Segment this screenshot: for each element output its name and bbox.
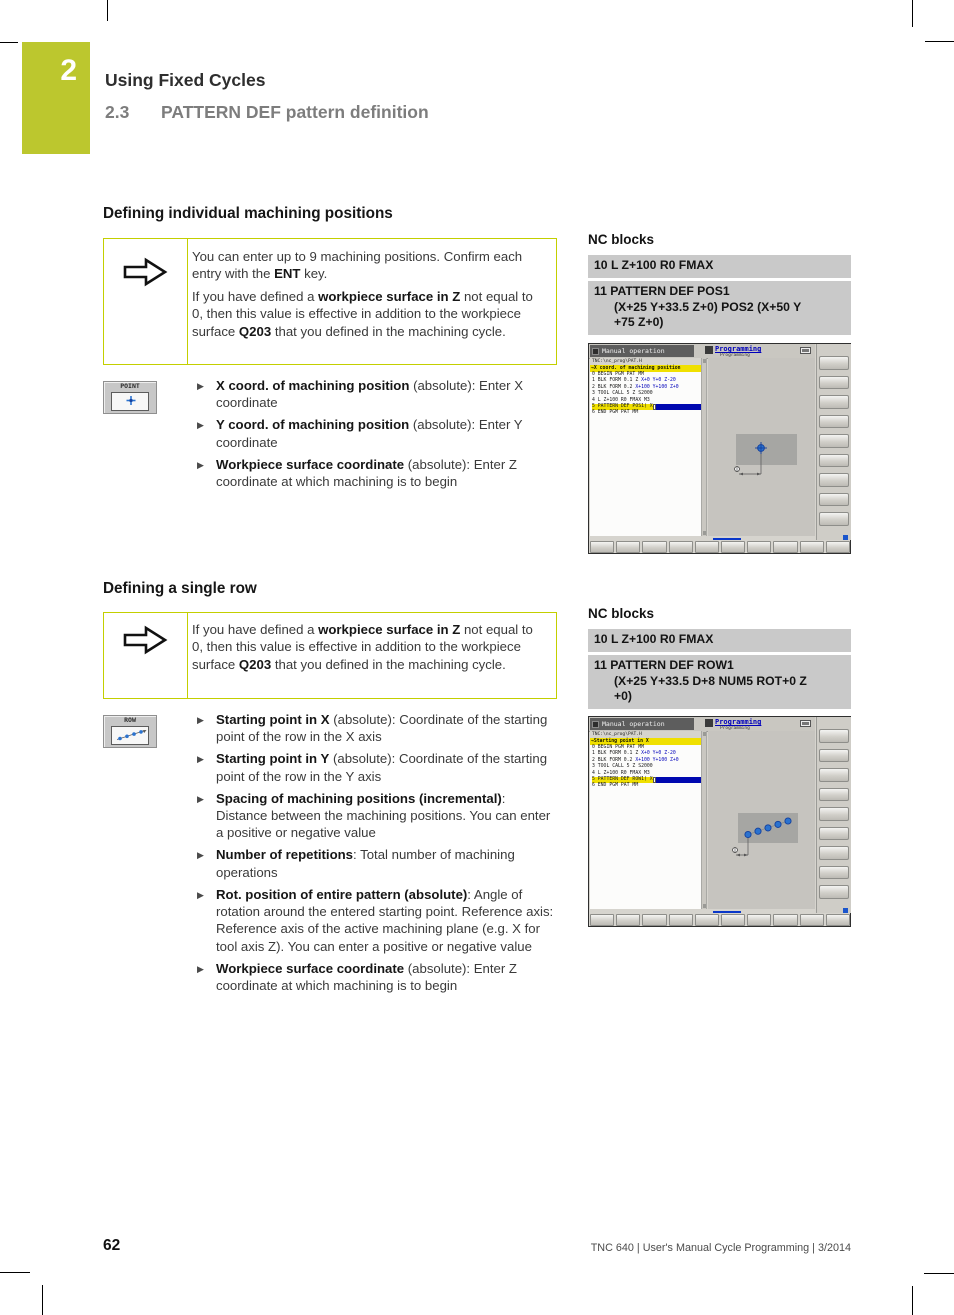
code-run: X+0 Y+0 Z-20 (641, 378, 676, 384)
heading-single-row: Defining a single row (103, 580, 257, 597)
tnc-header-bar (589, 717, 815, 732)
tnc-code-line: 4 L Z+100 R0 FMAX M3 (592, 397, 650, 403)
soft-key (773, 914, 797, 926)
soft-key (819, 356, 849, 370)
note-text (192, 248, 544, 345)
soft-key (826, 914, 850, 926)
tnc-programming-tab: Programming (715, 718, 762, 726)
programming-mode-icon (705, 719, 713, 727)
crop-mark (925, 41, 954, 42)
tnc-code-line: 0 BEGIN PGM PAT MM (592, 745, 644, 750)
soft-key (773, 541, 797, 553)
triangle-bullet-icon: ▶ (197, 889, 204, 900)
soft-key (819, 827, 849, 841)
soft-key (669, 541, 693, 553)
bullet-term: Spacing of machining positions (incremental) (216, 790, 502, 806)
tnc-code-line: 3 TOOL CALL 5 Z S2000 (592, 764, 653, 770)
text-run: If you have defined a (192, 288, 319, 304)
soft-key (819, 512, 849, 526)
machining-point (765, 825, 771, 831)
heading-individual-positions: Defining individual machining positions (103, 205, 393, 222)
soft-key (819, 434, 849, 448)
code-run: X+0 Y+0 Z-20 (641, 751, 676, 757)
tnc-programming-tab: Programming (715, 345, 762, 353)
bullet-list-row (197, 711, 559, 999)
machining-point (775, 821, 781, 827)
nc-block (588, 629, 851, 652)
code-run: 5 PATTERN DEF POS1( X (592, 404, 653, 410)
text-run: key. (300, 266, 328, 282)
tnc-softkey-row (590, 541, 850, 553)
soft-key (590, 914, 614, 926)
soft-key (642, 914, 666, 926)
bullet-term: Workpiece surface coordinate (216, 456, 405, 472)
soft-key (695, 914, 719, 926)
crop-mark (912, 0, 913, 27)
soft-key (819, 885, 849, 899)
code-run: 5 PATTERN DEF ROW1( X (592, 777, 653, 783)
nc-line: 10 L Z+100 R0 FMAX (594, 258, 714, 272)
soft-key (826, 541, 850, 553)
machining-point (785, 818, 791, 824)
note-icon-cell (104, 239, 188, 364)
crop-mark (912, 1286, 913, 1315)
soft-key (695, 541, 719, 553)
bullet-desc: : Total number of machining operations (216, 847, 515, 880)
triangle-bullet-icon: ▶ (197, 754, 204, 765)
crop-mark (0, 42, 18, 43)
tnc-programming-sub: Programming (720, 725, 750, 731)
soft-key (819, 454, 849, 468)
key-face (111, 392, 149, 411)
tnc-softkey-row (590, 914, 850, 926)
tnc-file-path: TNC:\nc_prog\PAT.H (590, 731, 701, 738)
text-run: that you defined in the machining cycle. (271, 656, 506, 672)
nc-blocks-heading-1: NC blocks (588, 232, 655, 247)
machining-point (745, 831, 751, 837)
row-key-icon (103, 715, 157, 748)
nc-line: +75 Z+0) (614, 315, 664, 329)
bullet-term: Starting point in Y (216, 751, 330, 767)
soft-key (819, 376, 849, 390)
machining-point (755, 828, 761, 834)
bullet-list-positions (197, 377, 559, 495)
tnc-code-line: 6 END PGM PAT MM (592, 783, 639, 789)
bullet-desc: (absolute): Coordinate of the starting point of the row in the Y axis (216, 751, 548, 784)
workpiece-graphic (708, 358, 815, 536)
tnc-header-bar (589, 344, 815, 359)
manual-mode-icon (592, 721, 599, 728)
text-run-bold: workpiece surface in Z (318, 288, 461, 304)
tnc-code-line: 0 BEGIN PGM PAT MM (592, 372, 644, 377)
soft-key (616, 914, 640, 926)
prompt-arrow-icon: → (591, 739, 594, 744)
bullet-item (197, 886, 559, 956)
workpiece-rect (736, 434, 797, 465)
bullet-term: Number of repetitions (216, 847, 354, 863)
tnc-mode-label: Manual operation (602, 720, 665, 728)
bullet-item (197, 750, 559, 785)
soft-key (819, 395, 849, 409)
screen-layout-icon (800, 720, 811, 727)
info-note-box-2 (103, 612, 557, 699)
soft-key (819, 493, 849, 507)
nc-line: 11 PATTERN DEF POS1 (594, 284, 730, 298)
text-run-bold: Q203 (238, 656, 272, 672)
soft-key (819, 846, 849, 860)
triangle-bullet-icon: ▶ (197, 381, 204, 391)
manual-mode-icon (592, 348, 599, 355)
tnc-program-listing (590, 358, 702, 536)
tnc-mode-label: Manual operation (602, 347, 665, 355)
selection-fill (656, 777, 701, 783)
tnc-screenshot-2 (588, 716, 851, 927)
code-run: 2 BLK FORM 0.2 (592, 757, 636, 763)
key-face (111, 726, 149, 745)
bullet-desc: (absolute): Enter Z coordinate at which machining is to begin (216, 456, 517, 490)
crop-mark (107, 0, 108, 21)
nc-line: (X+25 Y+33.5 Z+0) POS2 (X+50 Y (614, 299, 802, 314)
soft-key (819, 749, 849, 763)
tnc-code-line: 6 END PGM PAT MM (592, 410, 639, 416)
bullet-desc: : Angle of rotation around the entered starting point. Reference axis: Reference axis of the active machining plane (e.g. X for tool axis Z). You can enter a positive or negative value (216, 886, 554, 954)
bullet-term: X coord. of machining position (216, 378, 410, 393)
point-symbol-icon (112, 393, 150, 408)
bullet-desc: (absolute): Enter Z coordinate at which machining is to begin (216, 960, 517, 994)
tnc-graphics-panel (708, 358, 815, 536)
nc-block (588, 655, 851, 709)
text-run-bold: workpiece surface in Z (318, 622, 461, 637)
selection-fill (656, 404, 701, 410)
soft-key (616, 541, 640, 553)
text-run: not equal to 0, then this value is effective in addition to the workpiece surface (192, 288, 533, 339)
soft-key (721, 541, 745, 553)
nc-blocks-heading-2: NC blocks (588, 606, 655, 621)
prompt-text: X coord. of machining position (593, 366, 681, 371)
soft-key (747, 914, 771, 926)
bullet-item (197, 790, 559, 842)
note-arrow-icon (122, 257, 168, 287)
soft-key (819, 866, 849, 880)
bullet-item (197, 377, 559, 412)
chapter-number: 2 (60, 54, 77, 87)
nc-line: (X+25 Y+33.5 D+8 NUM5 ROT+0 Z (614, 673, 807, 688)
tnc-file-path: TNC:\nc_prog\PAT.H (590, 358, 701, 365)
text-run: that you defined in the machining cycle. (271, 323, 506, 339)
tnc-graphics-panel (708, 731, 815, 909)
soft-key (590, 541, 614, 553)
nc-line: +0) (614, 689, 632, 703)
note-text (192, 621, 544, 678)
bullet-item (197, 416, 559, 451)
page-number: 62 (103, 1237, 121, 1254)
triangle-bullet-icon: ▶ (197, 850, 204, 861)
key-label: ROW (124, 716, 136, 724)
footer-text: TNC 640 | User's Manual Cycle Programming | 3/2014 (590, 1242, 851, 1254)
tnc-softkey-column (816, 344, 851, 540)
section-title: PATTERN DEF pattern definition (161, 102, 429, 122)
horizontal-scroll-indicator (713, 911, 741, 913)
text-run-bold: Q203 (238, 323, 272, 339)
text-run: You can enter up to 9 machining positions. Confirm each entry with the (192, 249, 523, 282)
bullet-item (197, 711, 559, 746)
note-paragraph (192, 621, 544, 673)
chapter-title: Using Fixed Cycles (105, 70, 266, 90)
point-key-icon (103, 381, 157, 414)
tnc-screenshot-1 (588, 343, 851, 554)
bullet-desc: (absolute): Enter Y coordinate (216, 417, 523, 450)
bullet-item (197, 960, 559, 995)
soft-key (819, 415, 849, 429)
screen-layout-icon (800, 347, 811, 354)
tnc-code-line: 4 L Z+100 R0 FMAX M3 (592, 770, 650, 776)
tnc-softkey-column (816, 717, 851, 913)
row-symbol-icon (112, 727, 150, 742)
bullet-desc: : Distance between the machining positions. You can enter a positive or negative value (216, 790, 551, 841)
nc-block (588, 255, 851, 278)
soft-key (669, 914, 693, 926)
chapter-tab (22, 42, 90, 154)
bullet-item (197, 456, 559, 491)
nc-line: 11 PATTERN DEF ROW1 (594, 658, 734, 672)
triangle-bullet-icon: ▶ (197, 963, 204, 974)
key-label: POINT (120, 382, 140, 390)
soft-key (819, 768, 849, 782)
text-run: not equal to 0, then this value is effective in addition to the workpiece surface (192, 622, 533, 672)
code-run: 2 BLK FORM 0.2 (592, 384, 636, 390)
code-run: 1 BLK FORM 0.1 Z (592, 378, 642, 384)
note-arrow-icon (122, 625, 168, 655)
triangle-bullet-icon: ▶ (197, 459, 204, 470)
text-run: If you have defined a (192, 622, 319, 637)
tnc-mode-tab (590, 718, 694, 730)
soft-key (819, 788, 849, 802)
tnc-dialog-prompt (590, 365, 701, 372)
triangle-bullet-icon: ▶ (197, 420, 204, 431)
info-note-box-1 (103, 238, 557, 365)
scroll-indicator-icon (843, 535, 848, 540)
prompt-text: Starting point in X (593, 739, 649, 744)
scroll-indicator-icon (843, 908, 848, 913)
bullet-desc: (absolute): Enter X coordinate (216, 378, 524, 411)
text-run-bold: ENT (274, 266, 301, 282)
horizontal-scroll-indicator (713, 538, 741, 540)
soft-key (819, 807, 849, 821)
nc-line: 10 L Z+100 R0 FMAX (594, 632, 714, 646)
tnc-mode-tab (590, 345, 694, 357)
soft-key (642, 541, 666, 553)
tnc-dialog-prompt (590, 738, 701, 745)
soft-key (819, 473, 849, 487)
tnc-programming-sub: Programming (720, 352, 750, 358)
note-paragraph (192, 248, 544, 283)
nc-block (588, 281, 851, 335)
bullet-term: Rot. position of entire pattern (absolute) (216, 886, 468, 902)
bullet-term: Workpiece surface coordinate (216, 960, 405, 976)
soft-key (800, 914, 824, 926)
tnc-scrollbar (702, 731, 707, 909)
crop-mark (42, 1285, 43, 1315)
code-run: 1 BLK FORM 0.1 Z (592, 751, 642, 757)
note-paragraph (192, 288, 544, 340)
note-icon-cell (104, 613, 188, 698)
section-header (105, 102, 429, 123)
bullet-term: Starting point in X (216, 712, 330, 727)
workpiece-graphic (708, 731, 815, 909)
tnc-code-line: 3 TOOL CALL 5 Z S2000 (592, 391, 653, 397)
section-number: 2.3 (105, 102, 130, 122)
bullet-item (197, 846, 559, 881)
tnc-program-listing (590, 731, 702, 909)
crop-mark (0, 1272, 30, 1273)
bullet-term: Y coord. of machining position (216, 417, 410, 433)
triangle-bullet-icon: ▶ (197, 793, 204, 804)
tnc-scrollbar (702, 358, 707, 536)
soft-key (800, 541, 824, 553)
prompt-arrow-icon: → (591, 366, 594, 371)
soft-key (721, 914, 745, 926)
code-run: X+100 Y+100 Z+0 (635, 384, 679, 390)
crop-mark (924, 1273, 954, 1274)
code-run: X+100 Y+100 Z+0 (635, 757, 679, 763)
soft-key (747, 541, 771, 553)
programming-mode-icon (705, 346, 713, 354)
triangle-bullet-icon: ▶ (197, 715, 204, 725)
bullet-desc: (absolute): Coordinate of the starting point of the row in the X axis (216, 712, 548, 745)
soft-key (819, 729, 849, 743)
